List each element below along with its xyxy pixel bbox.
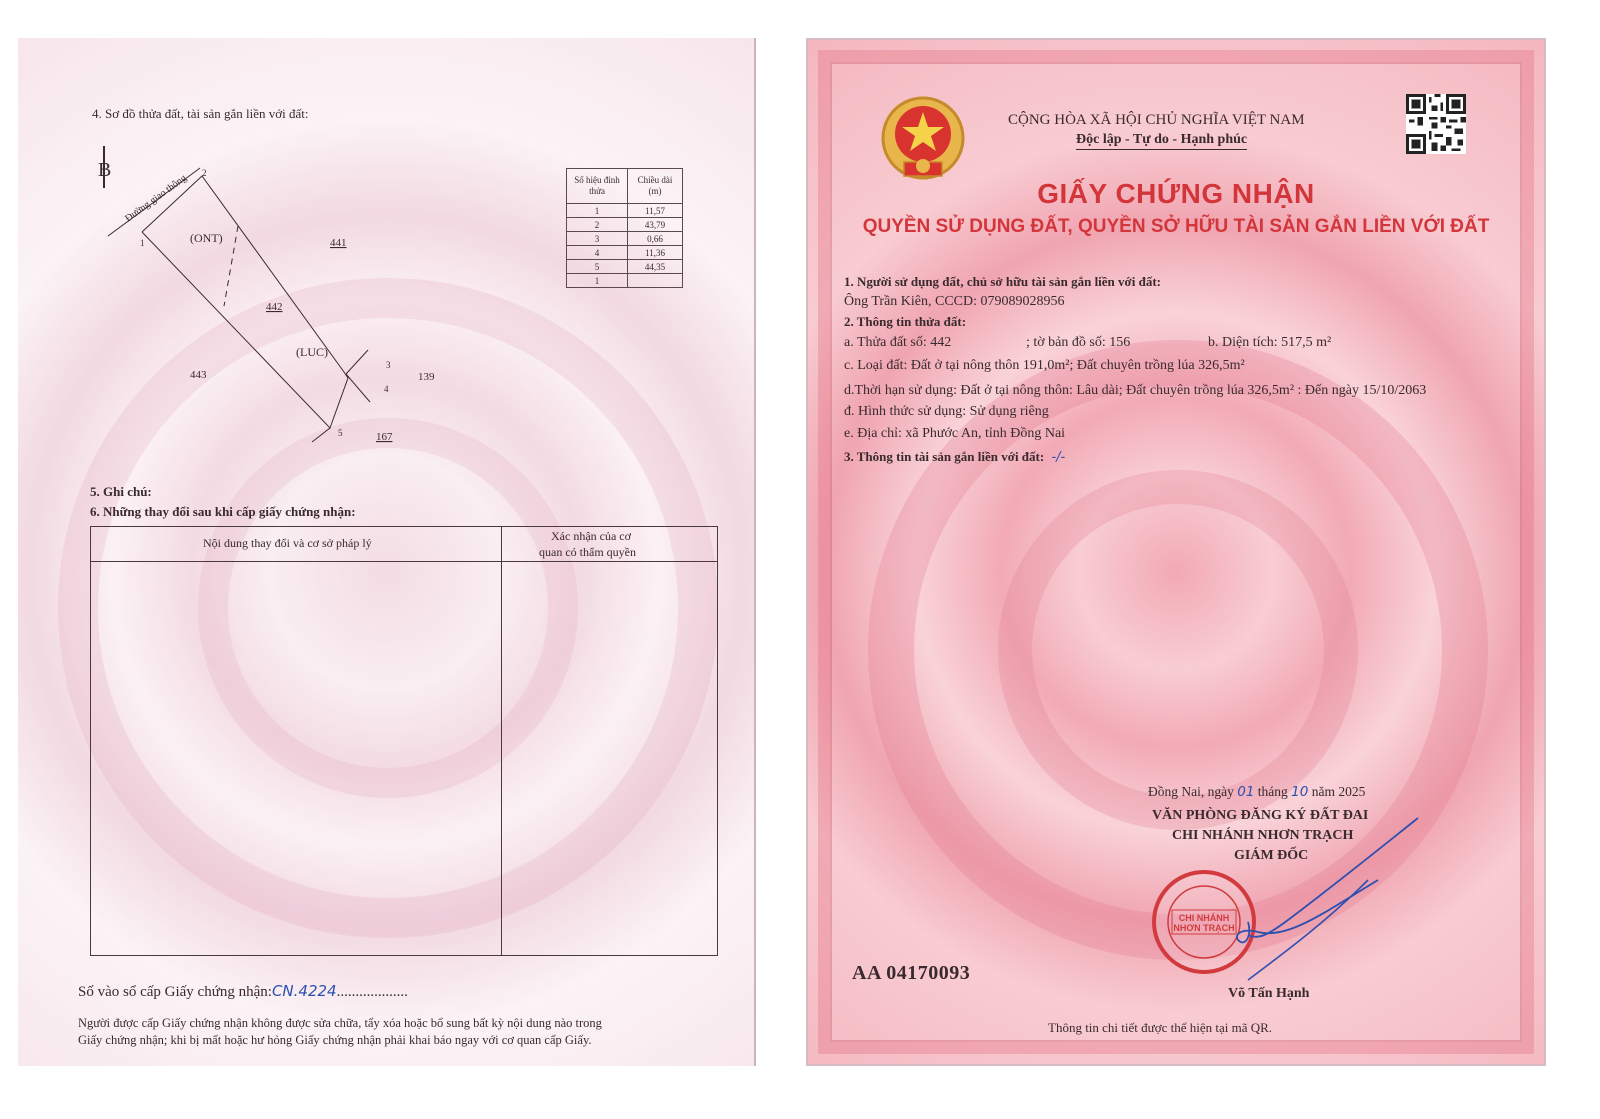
footer-warning-2: Giấy chứng nhận; khi bị mất hoặc hư hỏng Giấy chứng nhận phải khai báo ngay với cơ quan cấp Giấy. bbox=[78, 1033, 592, 1047]
plot-number-442: 442 bbox=[266, 301, 283, 313]
drum-watermark-inner bbox=[998, 470, 1358, 830]
compass-icon bbox=[98, 146, 111, 188]
length-cell: 43,79 bbox=[628, 218, 683, 232]
length-cell: 11,57 bbox=[628, 204, 683, 218]
changes-col-content: Nội dung thay đổi và cơ sở pháp lý bbox=[203, 536, 372, 550]
address: e. Địa chỉ: xã Phước An, tỉnh Đồng Nai bbox=[844, 426, 1066, 441]
compass-label: B bbox=[98, 159, 112, 181]
edge-lengths-table bbox=[566, 168, 683, 288]
registry-number: CN.4224 bbox=[271, 982, 337, 1000]
issuing-branch: CHI NHÁNH NHƠN TRẠCH bbox=[1172, 828, 1354, 843]
owner-info: Ông Trần Kiên, CCCD: 079089028956 bbox=[844, 294, 1065, 309]
changes-table bbox=[90, 526, 718, 956]
qr-code-icon bbox=[1406, 94, 1466, 154]
vertex-label: 3 bbox=[386, 360, 391, 370]
svg-text:CHI NHÁNH: CHI NHÁNH bbox=[1178, 913, 1230, 923]
vertex-cell: 5 bbox=[567, 260, 628, 274]
vertex-label: 4 bbox=[384, 384, 389, 394]
length-cell: 0,66 bbox=[628, 232, 683, 246]
plot-number-443: 443 bbox=[190, 369, 207, 381]
certificate-back-page bbox=[18, 38, 756, 1066]
plot-number-167: 167 bbox=[376, 431, 393, 443]
section-3-title: 3. Thông tin tài sản gắn liền với đất: bbox=[844, 449, 1045, 464]
vertex-label: 5 bbox=[338, 428, 343, 438]
section-3-value: -/- bbox=[1051, 450, 1066, 465]
signer-name: Võ Tấn Hạnh bbox=[1228, 986, 1310, 1001]
header-vertex: Số hiệu đỉnh thửa bbox=[567, 169, 628, 204]
nation-name: CỘNG HÒA XÃ HỘI CHỦ NGHĨA VIỆT NAM bbox=[1008, 112, 1305, 128]
vertex-cell: 1 bbox=[567, 274, 628, 288]
signer-position: GIÁM ĐỐC bbox=[1234, 848, 1309, 863]
registry-line bbox=[78, 982, 408, 1001]
land-type: c. Loại đất: Đất ở tại nông thôn 191,0m²; Đất chuyên trồng lúa 326,5m² bbox=[844, 358, 1245, 373]
certificate-serial: AA 04170093 bbox=[852, 962, 971, 984]
certificate-front-page bbox=[806, 38, 1546, 1066]
signature-icon bbox=[1208, 810, 1438, 990]
changes-col-confirm-2: quan có thẩm quyền bbox=[539, 545, 636, 559]
parcel-area: b. Diện tích: 517,5 m² bbox=[1208, 335, 1332, 350]
vertex-label: 2 bbox=[202, 168, 207, 178]
qr-note: Thông tin chi tiết được thể hiện tại mã QR. bbox=[1048, 1020, 1273, 1035]
vertex-label: 1 bbox=[140, 238, 145, 248]
length-cell: 11,36 bbox=[628, 246, 683, 260]
certificate-subtitle: QUYỀN SỬ DỤNG ĐẤT, QUYỀN SỞ HỮU TÀI SẢN GẮN LIỀN VỚI ĐẤT bbox=[862, 216, 1490, 237]
section-5-title: 5. Ghi chú: bbox=[90, 484, 152, 499]
section-2-title: 2. Thông tin thửa đất: bbox=[844, 314, 967, 329]
plot-number-441: 441 bbox=[330, 237, 347, 249]
plot-number-139: 139 bbox=[418, 371, 435, 383]
registry-label: Số vào sổ cấp Giấy chứng nhận: bbox=[78, 984, 272, 1000]
vertex-cell: 4 bbox=[567, 246, 628, 260]
date-year: năm 2025 bbox=[1311, 784, 1366, 799]
svg-text:NHƠN TRẠCH: NHƠN TRẠCH bbox=[1173, 923, 1235, 933]
certificate-title: GIẤY CHỨNG NHẬN bbox=[1037, 178, 1315, 209]
motto: Độc lập - Tự do - Hạnh phúc bbox=[1076, 132, 1247, 150]
date-month: 10 bbox=[1291, 784, 1309, 800]
issuing-office: VĂN PHÒNG ĐĂNG KÝ ĐẤT ĐAI bbox=[1152, 808, 1369, 823]
usage-form: đ. Hình thức sử dụng: Sử dụng riêng bbox=[844, 404, 1049, 419]
map-sheet-number: ; tờ bản đồ số: 156 bbox=[1026, 335, 1131, 350]
issue-date bbox=[1148, 784, 1365, 800]
parcel-number: a. Thửa đất số: 442 bbox=[844, 335, 952, 350]
vertex-cell: 3 bbox=[567, 232, 628, 246]
changes-col-confirm-1: Xác nhận của cơ bbox=[551, 529, 631, 543]
national-emblem-icon bbox=[878, 92, 968, 188]
section-1-title: 1. Người sử dụng đất, chủ sở hữu tài sản gắn liền với đất: bbox=[844, 274, 1161, 289]
date-month-label: tháng bbox=[1257, 784, 1288, 799]
registry-dots: ................... bbox=[336, 984, 408, 1000]
parcel-diagram bbox=[98, 146, 458, 466]
usage-term: d.Thời hạn sử dụng: Đất ở tại nông thôn: Lâu dài; Đất chuyên trồng lúa 326,5m² : Đến ngày 15/10/2063 bbox=[844, 383, 1427, 398]
footer-warning-1: Người được cấp Giấy chứng nhận không được sửa chữa, tẩy xóa hoặc bổ sung bất kỳ nội dung nào trong bbox=[78, 1016, 602, 1030]
date-day: 01 bbox=[1237, 784, 1255, 800]
length-cell: 44,35 bbox=[628, 260, 683, 274]
section-6-title: 6. Những thay đổi sau khi cấp giấy chứng nhận: bbox=[90, 504, 356, 519]
length-cell bbox=[628, 274, 683, 288]
plot-label-luc: (LUC) bbox=[296, 345, 328, 359]
section-3-line bbox=[844, 449, 1065, 465]
vertex-cell: 1 bbox=[567, 204, 628, 218]
road-label: Đường giao thông bbox=[123, 172, 189, 225]
section-4-title: 4. Sơ đồ thửa đất, tài sản gắn liền với đất: bbox=[92, 106, 309, 121]
ont-luc-divider bbox=[224, 226, 238, 306]
plot-label-ont: (ONT) bbox=[190, 231, 223, 245]
parcel-boundary bbox=[142, 176, 348, 428]
header-length: Chiều dài (m) bbox=[628, 169, 683, 204]
date-prefix: Đồng Nai, ngày bbox=[1148, 784, 1234, 799]
vertex-cell: 2 bbox=[567, 218, 628, 232]
